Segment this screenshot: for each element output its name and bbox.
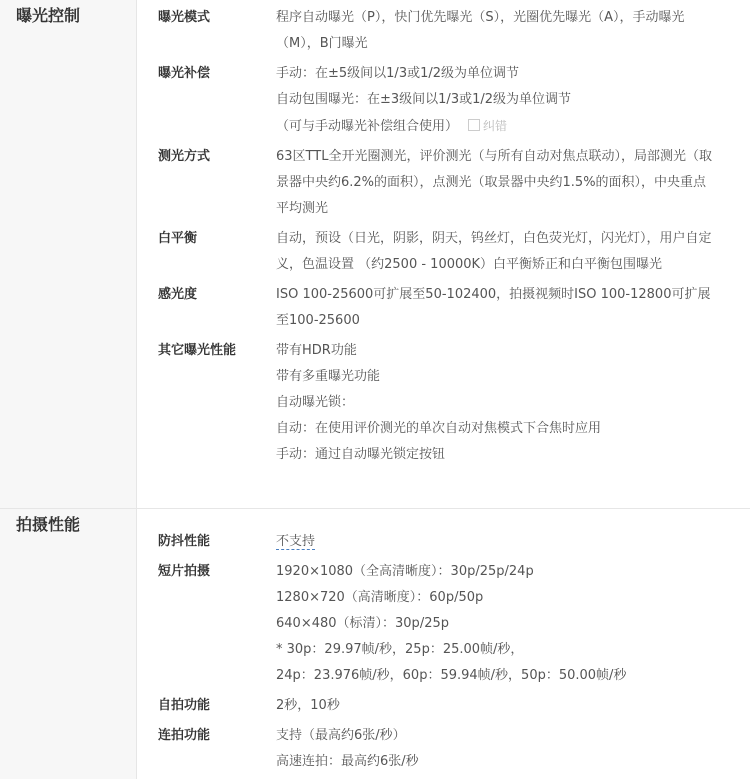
spec-value <box>276 61 716 140</box>
spec-value-line <box>276 87 716 113</box>
spec-value-line <box>276 559 716 585</box>
spec-value-line <box>276 364 716 390</box>
spec-value-text: 1280×720（高清晰度）：60p/50p <box>276 590 484 605</box>
spec-value <box>276 559 716 689</box>
spec-value-line <box>276 663 716 689</box>
spec-row <box>138 222 750 278</box>
spec-value-line <box>276 338 716 364</box>
section-title: 拍摄性能 <box>16 515 81 534</box>
spec-value-text: 自动包围曝光：在±3级间以1/3或1/2级为单位调节 <box>276 92 572 107</box>
spec-value <box>276 338 716 468</box>
spec-label: 曝光补偿 <box>158 66 211 81</box>
spec-value-line <box>276 723 716 749</box>
spec-row <box>138 525 750 555</box>
spec-value-line <box>276 282 716 334</box>
spec-label: 防抖性能 <box>158 534 211 549</box>
spec-section <box>0 508 750 779</box>
spec-label: 感光度 <box>158 287 198 302</box>
spec-value-text: 1920×1080（全高清晰度）：30p/25p/24p <box>276 564 534 579</box>
spec-value-line <box>276 693 716 719</box>
spec-value <box>276 723 716 775</box>
spec-value-line <box>276 416 716 442</box>
spec-value-text: 带有多重曝光功能 <box>276 369 381 384</box>
spec-value-line <box>276 144 716 222</box>
spec-row <box>138 555 750 689</box>
spec-label: 连拍功能 <box>158 728 211 743</box>
spec-row <box>138 57 750 140</box>
spec-value-text: 高速连拍：最高约6张/秒 <box>276 754 419 769</box>
spec-value-text: ISO 100-25600可扩展至50-102400，拍摄视频时ISO 100-12800可扩展至100-25600 <box>276 287 711 328</box>
spec-row <box>138 689 750 719</box>
spec-value-line <box>276 113 716 140</box>
section-title-cell <box>0 509 137 779</box>
spec-value <box>276 282 716 334</box>
spec-label: 短片拍摄 <box>158 564 211 579</box>
spec-value-line <box>276 5 716 57</box>
spec-value <box>276 226 716 278</box>
spec-value-line <box>276 226 716 278</box>
spec-value-line <box>276 61 716 87</box>
spec-row <box>138 278 750 334</box>
spec-value <box>276 693 716 719</box>
spec-rows <box>138 509 750 775</box>
spec-label: 曝光模式 <box>158 10 211 25</box>
spec-value-text: 不支持 <box>276 534 316 549</box>
spec-value-text: 640×480（标清）：30p/25p <box>276 616 449 631</box>
spec-value-line <box>276 390 716 416</box>
spec-value-text: 手动：在±5级间以1/3或1/2级为单位调节 <box>276 66 520 81</box>
spec-value-text: * 30p：29.97帧/秒，25p：25.00帧/秒， <box>276 642 524 657</box>
spec-row <box>138 1 750 57</box>
spec-value-text: 2秒，10秒 <box>276 698 340 713</box>
spec-value-text: 自动曝光锁： <box>276 395 355 410</box>
spec-value-text: 带有HDR功能 <box>276 343 357 358</box>
spec-value-text: 支持（最高约6张/秒） <box>276 728 406 743</box>
errata-link[interactable] <box>468 119 507 133</box>
spec-row <box>138 719 750 775</box>
spec-value-line <box>276 637 716 663</box>
spec-label: 测光方式 <box>158 149 211 164</box>
spec-value-line[interactable] <box>276 529 716 555</box>
section-title: 曝光控制 <box>16 6 81 25</box>
spec-value-text: （可与手动曝光补偿组合使用） <box>276 119 459 134</box>
section-title-cell <box>0 0 137 508</box>
spec-value <box>276 529 716 555</box>
edit-icon <box>468 119 480 131</box>
spec-label: 自拍功能 <box>158 698 211 713</box>
spec-label: 其它曝光性能 <box>158 343 237 358</box>
spec-value <box>276 5 716 57</box>
spec-value-line <box>276 611 716 637</box>
spec-value-text: 自动：在使用评价测光的单次自动对焦模式下合焦时应用 <box>276 421 602 436</box>
spec-value-text: 63区TTL全开光圈测光，评价测光（与所有自动对焦点联动），局部测光（取景器中央约6.2%的面积），点测光（取景器中央约1.5%的面积），中央重点平均测光 <box>276 149 712 216</box>
spec-value-line <box>276 585 716 611</box>
spec-row <box>138 334 750 468</box>
spec-value-line <box>276 442 716 468</box>
spec-rows <box>138 0 750 468</box>
spec-row <box>138 140 750 222</box>
spec-value-text: 手动：通过自动曝光锁定按钮 <box>276 447 446 462</box>
spec-value-line <box>276 749 716 775</box>
errata-label: 纠错 <box>483 119 508 133</box>
spec-value-text: 程序自动曝光（P），快门优先曝光（S），光圈优先曝光（A），手动曝光（M），B门曝光 <box>276 10 685 51</box>
spec-label: 白平衡 <box>158 231 198 246</box>
spec-value <box>276 144 716 222</box>
spec-value-text: 自动，预设（日光，阴影，阴天，钨丝灯，白色荧光灯，闪光灯），用户自定义，色温设置 （约2500 - 10000K）白平衡矫正和白平衡包围曝光 <box>276 231 712 272</box>
spec-value-text: 24p：23.976帧/秒，60p：59.94帧/秒，50p：50.00帧/秒 <box>276 668 627 683</box>
